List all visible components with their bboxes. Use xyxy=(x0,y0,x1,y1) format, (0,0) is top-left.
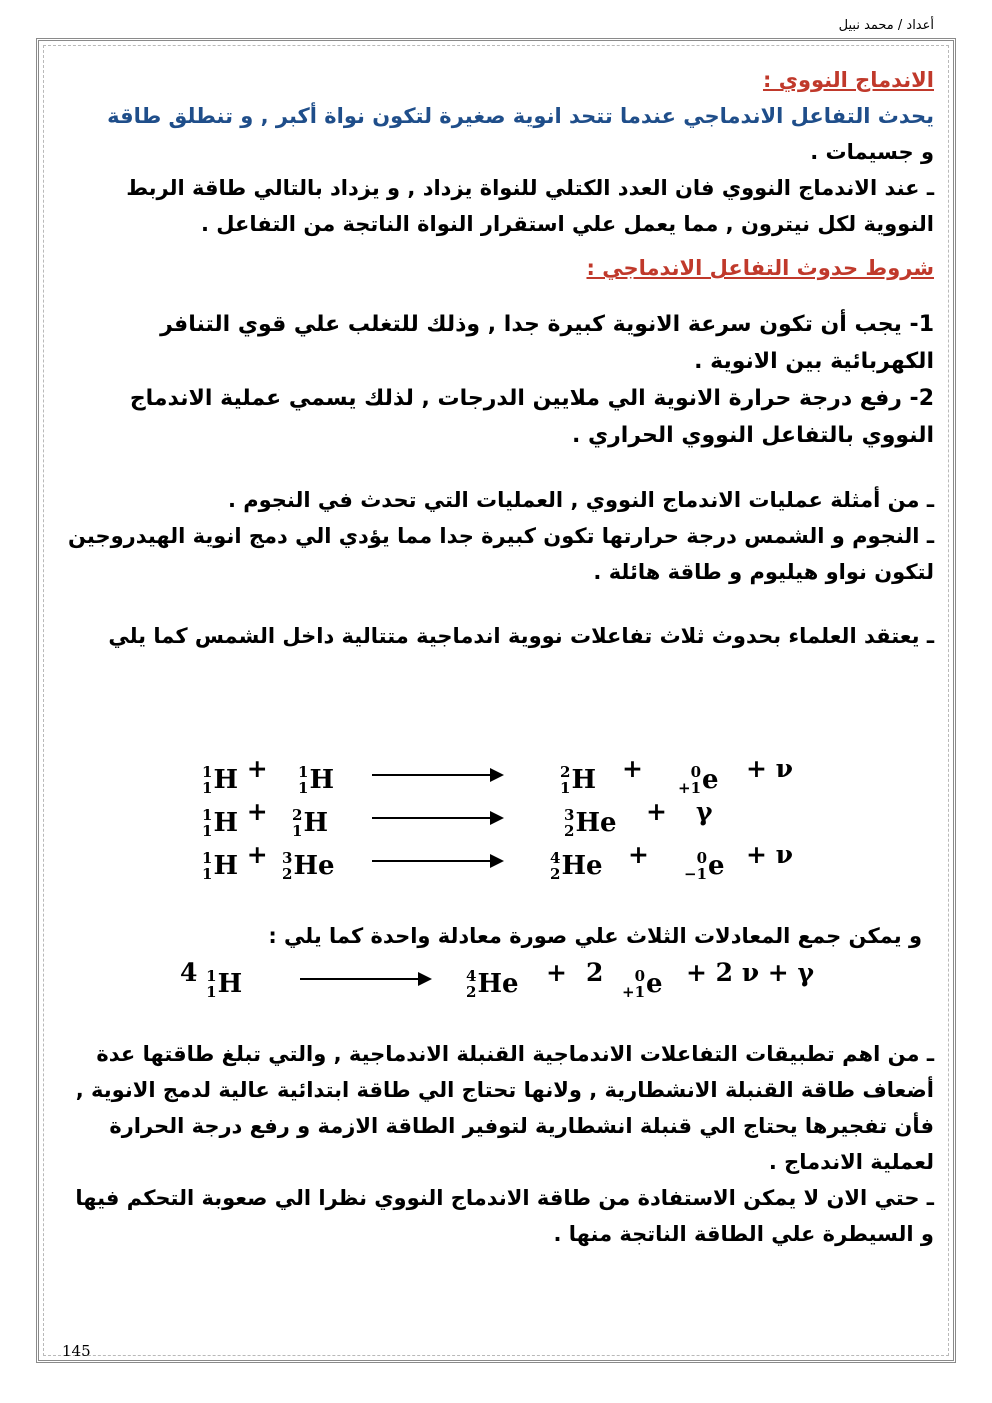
reactions-intro: ـ يعتقد العلماء بحدوث ثلاث تفاعلات نووية اندماجية متتالية داخل الشمس كما يلي xyxy=(108,624,934,648)
page-number: 145 xyxy=(62,1342,91,1360)
nuclide: 1 1 H xyxy=(202,763,239,797)
author-credit: أعداد / محمد نبيل xyxy=(838,18,934,33)
fusion-mass-point: ـ عند الاندماج النووي فان العدد الكتلي للنواة يزداد , و يزداد بالتالي طاقة الربط النووية لكل نيترون , مما يعمل علي استقرار النواة الناتجة من التفاعل . xyxy=(126,176,934,236)
nuclide: 1 1 H xyxy=(206,967,243,1001)
electron: 0 −1 e xyxy=(684,849,725,883)
reaction-arrow xyxy=(372,774,502,776)
nuclide: 3 2 He xyxy=(282,849,335,883)
page-content xyxy=(56,62,934,654)
example-item: ـ من أمثلة عمليات الاندماج النووي , العمليات التي تحدث في النجوم . xyxy=(227,488,934,512)
nuclide: 1 1 H xyxy=(298,763,335,797)
reaction-arrow xyxy=(372,817,502,819)
section-title-conditions: شروط حدوث التفاعل الاندماجي : xyxy=(586,256,934,280)
condition-item: 2- رفع درجة حرارة الانوية الي ملايين الدرجات , لذلك يسمي عملية الاندماج النووي بالتفاعل النووي الحراري . xyxy=(129,386,934,448)
nuclide: 3 2 He xyxy=(564,806,617,840)
nuclide: 1 1 H xyxy=(202,806,239,840)
reaction-3: 1 1 H + 3 2 He 4 2 He + 0 −1 e + ν xyxy=(202,840,793,883)
application-item: ـ حتي الان لا يمكن الاستفادة من طاقة الاندماج النووي نظرا الي صعوبة التحكم فيها و السيطرة علي الطاقة الناتجة منها . xyxy=(75,1186,934,1246)
application-item: ـ من اهم تطبيقات التفاعلات الاندماجية القنبلة الاندماجية , والتي تبلغ طاقتها عدة أضعاف طاقة القنبلة الانشطارية , ولانها تحتاج الي طاقة ابتدائية عالية لدمج الانوية , فأن تفجيرها يحتاج الي قنبلة انشطارية لتوفير الطاقة الازمة و رفع درجة الحرارة لعملية الاندماج . xyxy=(75,1042,934,1174)
example-item: ـ النجوم و الشمس درجة حرارتها تكون كبيرة جدا مما يؤدي الي دمج انوية الهيدروجين لتكون نواو هيليوم و طاقة هائلة . xyxy=(67,524,934,584)
fusion-definition: يحدث التفاعل الاندماجي عندما تتحد انوية صغيرة لتكون نواة أكبر , و تنطلق طاقة xyxy=(107,104,934,128)
reaction-1: 1 1 H + 1 1 H 2 1 H + 0 +1 e + ν xyxy=(202,754,793,797)
reaction-arrow xyxy=(300,978,430,980)
positron: 0 +1 e xyxy=(622,967,663,1001)
reaction-arrow xyxy=(372,860,502,862)
sum-intro: و يمكن جمع المعادلات الثلاث علي صورة معادلة واحدة كما يلي : xyxy=(268,924,922,948)
sum-reaction: 4 1 1 H 4 2 He + 2 0 +1 e + 2 ν + γ xyxy=(180,958,814,1001)
applications-block xyxy=(56,1036,934,1252)
nuclide: 4 2 He xyxy=(550,849,603,883)
condition-item: 1- يجب أن تكون سرعة الانوية كبيرة جدا , وذلك للتغلب علي قوي التنافر الكهربائية بين الانوية . xyxy=(160,312,934,374)
positron: 0 +1 e xyxy=(678,763,719,797)
fusion-definition-cont: و جسيمات . xyxy=(810,140,934,164)
nuclide: 4 2 He xyxy=(466,967,519,1001)
nuclide: 1 1 H xyxy=(202,849,239,883)
section-title-fusion: الاندماج النووي : xyxy=(762,68,934,92)
nuclide: 2 1 H xyxy=(292,806,329,840)
sum-intro-block xyxy=(56,918,934,954)
reaction-2: 1 1 H + 2 1 H 3 2 He + γ xyxy=(202,797,713,840)
nuclide: 2 1 H xyxy=(560,763,597,797)
